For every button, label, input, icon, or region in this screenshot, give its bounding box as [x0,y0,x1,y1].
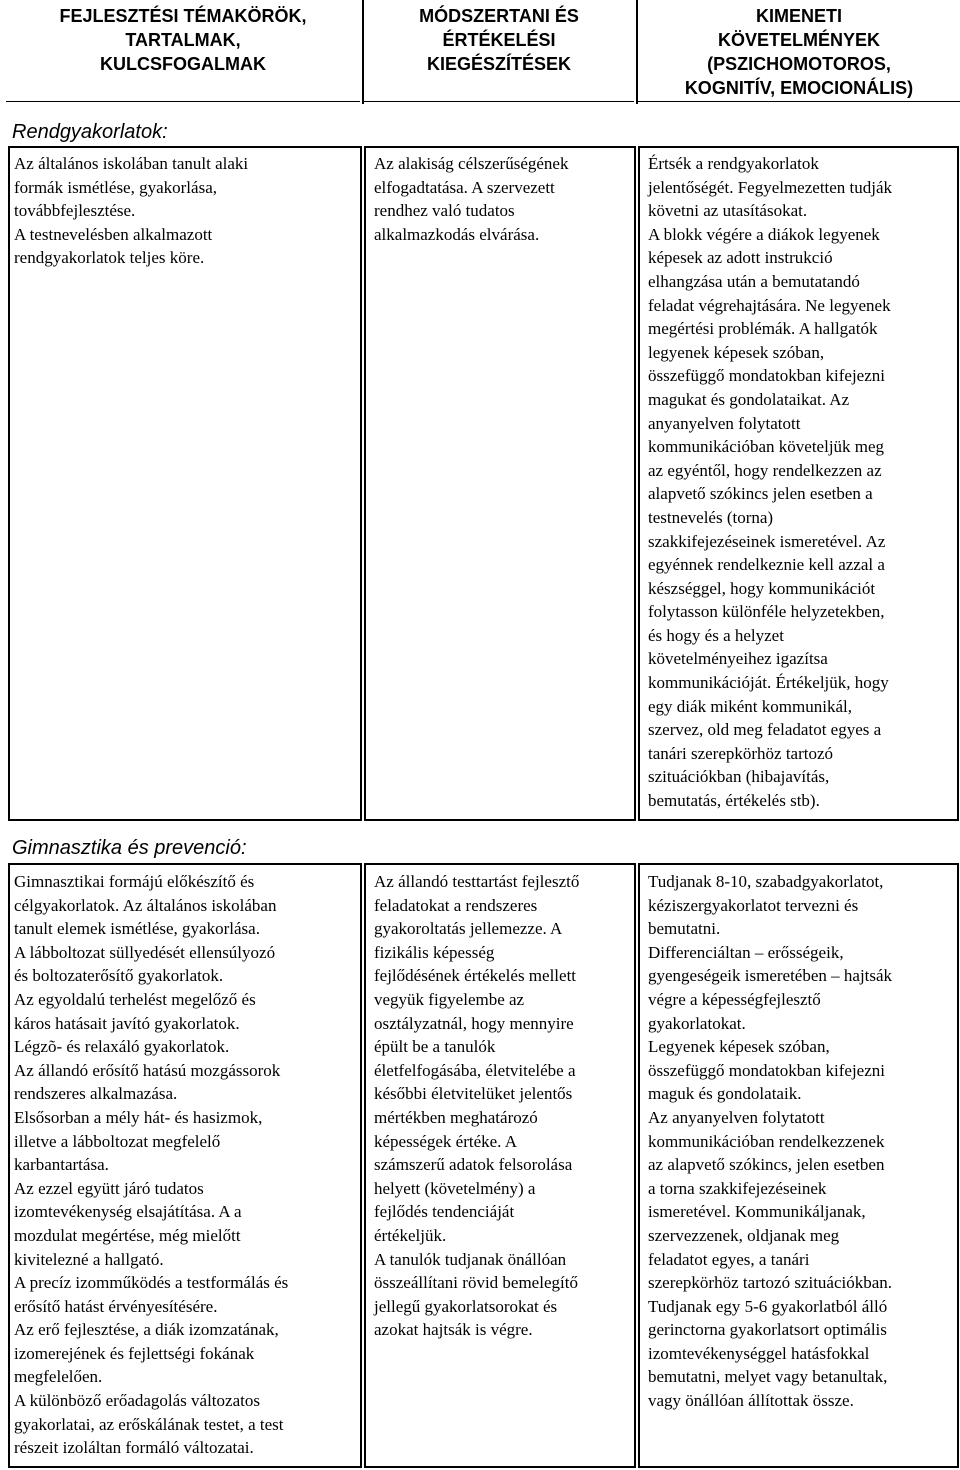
text-line: gyakorlatai, az erőskálának testet, a test [14,1414,284,1434]
divider [362,0,364,104]
text-line: gyakoroltatás jellemezze. A [374,919,563,939]
text-line: rendhez való tudatos [374,201,515,221]
text-line: kommunikációban rendelkezzenek [648,1131,885,1151]
text-line: továbbfejlesztése. [14,201,136,221]
text-line: KULCSFOGALMAK [100,54,266,74]
text-line: gyakorlatokat. [648,1013,746,1033]
section-2-methods [374,870,579,1342]
text-line: A különböző erőadagolás változatos [14,1391,260,1411]
text-line: legyenek képesek szóban, [648,342,825,362]
text-line: izomtevékenység elsajátítása. A a [14,1202,242,1222]
text-line: szakkifejezéseinek ismeretével. Az [648,531,886,551]
divider [8,1466,362,1468]
text-line: feladatokat a rendszeres [374,895,538,915]
text-line: MÓDSZERTANI ÉS [419,6,579,26]
divider [8,863,10,1467]
text-line: jelentőségét. Fegyelmezetten tudják [648,177,893,197]
text-line: Elsősorban a mély hát- és hasizmok, [14,1107,263,1127]
text-line: egy diák miként kommunikál, [648,696,852,716]
text-line: mozdulat megértése, még mielőtt [14,1225,241,1245]
text-line: mértékben meghatározó [374,1107,538,1127]
text-line: elfogadtatása. A szervezett [374,177,555,197]
divider [364,863,366,1467]
text-line: fizikális képesség [374,942,495,962]
divider [638,863,958,865]
text-line: képességek értéke. A [374,1131,518,1151]
text-line: képesek az adott instrukció [648,248,833,268]
divider [957,146,959,820]
text-line: osztályzatnál, hogy mennyire [374,1013,574,1033]
text-line: bemutatás, értékelés stb). [648,791,820,811]
divider [638,863,640,1467]
text-line: izomerejének és fejlettségi fokának [14,1343,255,1363]
text-line: Az anyanyelven folytatott [648,1107,825,1127]
divider [638,146,640,820]
text-line: összefüggő mondatokban kifejezni [648,366,885,386]
text-line: A testnevelésben alkalmazott [14,224,213,244]
divider [638,1466,959,1468]
text-line: épült be a tanulók [374,1037,496,1057]
text-line: TARTALMAK, [125,30,241,50]
text-line: egyénnek rendelkeznie kell azzal a [648,555,885,575]
text-line: készséggel, hogy kommunikációt [648,578,876,598]
text-line: illetve a lábboltozat megfelelő [14,1131,221,1151]
text-line: A blokk végére a diákok legyenek [648,224,880,244]
text-line: Az állandó erősítő hatású mozgássorok [14,1060,281,1080]
text-line: Legyenek képesek szóban, [648,1037,830,1057]
section-1-outcomes [648,152,892,813]
text-line: kéziszergyakorlatot tervezni és [648,895,859,915]
text-line: karbantartása. [14,1155,109,1175]
divider [360,863,362,1467]
text-line: FEJLESZTÉSI TÉMAKÖRÖK, [59,6,307,26]
text-line: erősítő hatást érvényesítésére. [14,1296,218,1316]
section-1-methods [374,152,568,246]
text-line: fejlődésének értékelés mellett [374,966,577,986]
divider [364,146,366,820]
text-line: KIEGÉSZÍTÉSEK [426,54,572,74]
text-line: végre a képességfejlesztő [648,989,821,1009]
text-line: értékeljük. [374,1225,447,1245]
text-line: jellegű gyakorlatsorokat és [374,1296,558,1316]
text-line: testnevelés (torna) [648,507,774,527]
text-line: vegyük figyelembe az [374,989,525,1009]
text-line: feladatot egyes, a tanári [648,1249,810,1269]
text-line: Az általános iskolában tanult alaki [14,154,249,173]
text-line: későbbi életvitelüket jelentős [374,1084,573,1104]
text-line: gerinctorna gyakorlatsort optimális [648,1320,887,1340]
text-line: Tudjanak egy 5-6 gyakorlatból álló [648,1296,888,1316]
text-line: Az egyoldalú terhelést megelőző és [14,989,256,1009]
text-line: azokat hajtsák is végre. [374,1320,533,1340]
text-line: folytasson különféle helyzetekben, [648,602,885,622]
divider [638,146,958,148]
text-line: Differenciáltan – erősségeik, [648,942,844,962]
divider [634,863,636,1467]
text-line: Gimnasztikai formájú előkészítő és [14,872,255,891]
header-methods [364,0,634,102]
text-line: tanári szerepkörhöz tartozó [648,743,834,763]
text-line: rendgyakorlatok teljes köre. [14,248,205,268]
text-line: A tanulók tudjanak önállóan [374,1249,567,1269]
text-line: megértési problémák. A hallgatók [648,319,878,339]
text-line: kommunikációját. Értékeljük, hogy [648,673,889,693]
text-line: elhangzása után a bemutatandó [648,271,860,291]
text-line: izomtevékenységgel hatásfokkal [648,1343,870,1363]
text-line: ismeretével. Kommunikáljanak, [648,1202,866,1222]
text-line: (PSZICHOMOTOROS, [707,54,891,74]
text-line: magukat és gondolataikat. Az [648,389,850,409]
text-line: követni az utasításokat. [648,201,808,221]
text-line: szervez, old meg feladatot egyes a [648,720,882,740]
text-line: anyanyelven folytatott [648,413,801,433]
text-line: szervezzenek, oldjanak meg [648,1225,840,1245]
text-line: és hogy és a helyzet [648,625,784,645]
text-line: vagy önállóan állítottak össze. [648,1391,854,1411]
text-line: részeit izoláltan formáló változatai. [14,1438,254,1458]
divider [364,1466,636,1468]
divider [634,146,636,820]
section-1-content [14,152,248,270]
text-line: szituációkban (hibajavítás, [648,767,830,787]
divider [364,819,636,821]
section-title-rendgyakorlatok: Rendgyakorlatok: [12,121,168,143]
text-line: alapvető szókincs jelen esetben a [648,484,873,504]
section-2-content [14,870,288,1460]
text-line: A precíz izomműködés a testformálás és [14,1273,289,1293]
text-line: ÉRTÉKELÉSI [442,30,556,50]
text-line: Légzõ- és relaxáló gyakorlatok. [14,1037,230,1057]
text-line: kivitelezné a hallgató. [14,1249,164,1269]
text-line: gyengeségeik ismeretében – hajtsák [648,966,893,986]
divider [8,819,362,821]
text-line: életfelfogásába, életvitelébe a [374,1060,576,1080]
text-line: feladat végrehajtására. Ne legyenek [648,295,891,315]
text-line: a torna szakkifejezéseinek [648,1178,827,1198]
text-line: káros hatásait javító gyakorlatok. [14,1013,240,1033]
text-line: tanult elemek ismétlése, gyakorlása. [14,919,260,939]
text-line: számszerű adatok felsorolása [374,1155,573,1175]
divider [957,863,959,1467]
text-line: Az ezzel együtt járó tudatos [14,1178,204,1198]
text-line: KOGNITÍV, EMOCIONÁLIS) [684,78,914,98]
text-line: Az erő fejlesztése, a diák izomzatának, [14,1320,279,1340]
text-line: alkalmazkodás elvárása. [374,224,540,244]
text-line: formák ismétlése, gyakorlása, [14,177,217,197]
text-line: Az alakiság célszerűségének [374,154,569,173]
text-line: összeállítani rövid bemelegítő [374,1273,578,1293]
text-line: célgyakorlatok. Az általános iskolában [14,895,277,915]
text-line: szerepkörhöz tartozó szituációkban. [648,1273,893,1293]
divider [638,819,959,821]
divider [636,0,638,104]
text-line: helyett (követelmény) a [374,1178,536,1198]
text-line: összefüggő mondatokban kifejezni [648,1060,885,1080]
section-title-gimnasztika: Gimnasztika és prevenció: [12,837,247,859]
text-line: rendszeres alkalmazása. [14,1084,178,1104]
text-line: Értsék a rendgyakorlatok [648,154,819,173]
text-line: KÖVETELMÉNYEK [717,30,881,50]
divider [8,146,360,148]
divider [8,863,360,865]
text-line: KIMENETI [755,6,842,26]
text-line: bemutatni. [648,919,721,939]
text-line: megfelelően. [14,1367,103,1387]
text-line: az egyéntől, hogy rendelkezzen az [648,460,882,480]
text-line: és boltozaterősítő gyakorlatok. [14,966,224,986]
divider [8,146,10,820]
text-line: követelményeihez igazítsa [648,649,828,669]
section-2-outcomes [648,870,892,1413]
text-line: az alapvető szókincs, jelen esetben [648,1155,885,1175]
text-line: fejlődés tendenciáját [374,1202,515,1222]
header-topics [6,0,360,102]
text-line: maguk és gondolataik. [648,1084,802,1104]
text-line: Tudjanak 8-10, szabadgyakorlatot, [648,872,884,891]
divider [364,863,634,865]
header-outcomes [638,0,960,102]
divider [360,146,362,820]
text-line: bemutatni, melyet vagy betanultak, [648,1367,888,1387]
text-line: A lábboltozat süllyedését ellensúlyozó [14,942,276,962]
text-line: kommunikációban követeljük meg [648,437,885,457]
divider [364,146,634,148]
text-line: Az állandó testtartást fejlesztő [374,872,580,891]
